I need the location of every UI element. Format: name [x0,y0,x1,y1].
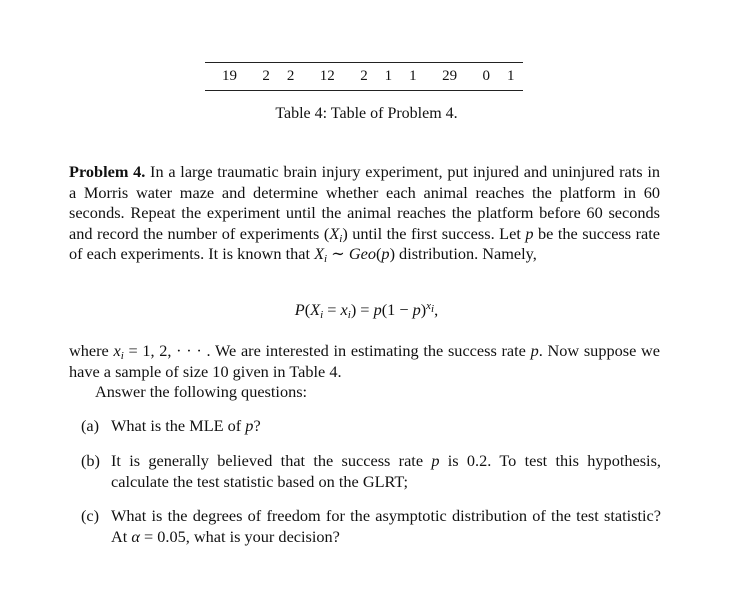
question-text [111,451,661,492]
math-var: p [373,300,382,319]
table-caption: Table 4: Table of Problem 4. [275,105,458,122]
math-subscript: i [120,350,124,362]
question-text-part: is 0.2. To test this hypothesis, calculate the test statistic based on the GLRT; [111,451,661,491]
math-var: X [310,300,321,319]
question-text-part: It is generally believed that the success rate [111,451,432,470]
question-text-part: What is the degrees of freedom for the asymptotic distribution of the test statistic? At [111,506,661,546]
para-text: . Now suppose we have a sample of size 10 given in Table 4. [69,341,660,381]
data-table [205,62,523,91]
math-var: P [294,300,305,319]
math-var: p [530,341,539,360]
problem-text: In a large traumatic brain injury experiment, put injured and uninjured rats in a Morris water maze and determine whether each animal reaches the platform in 60 seconds. Repeat the experiment until the animal reaches the platform before 60 seconds and record the number of experiments ( [69,162,660,243]
math-var: α [131,526,140,546]
math-var: p [412,300,421,319]
para-text: where [69,341,114,360]
problem-text: be the success rate of each experiments. It is known that [69,223,661,263]
math-var: p [431,451,440,470]
math-func: Geo [348,244,376,263]
table-cell: 1 [506,68,515,84]
question-text-part: = 0.05, what is your decision? [139,526,340,546]
question-label: (b) [81,451,100,470]
math-exponent: x [426,300,432,312]
table-cell: 12 [319,68,335,84]
math-var: X [329,223,340,243]
math-subscript: i [431,303,435,315]
question-label: (c) [81,506,100,525]
data-table-container [205,62,523,91]
table-cell: 2 [360,68,368,84]
para-text: = 1, 2, · · · . We are interested in estimating the success rate [123,341,531,360]
math-sym: ( [304,300,311,319]
math-sym: (1 − [381,300,413,319]
problem-text: ) until the first success. Let [342,223,526,243]
question-text [111,416,661,437]
question-label: (a) [81,416,100,435]
math-var: p [245,416,254,435]
answer-instruction: Answer the following questions: [95,382,308,401]
table-cell: 19 [221,68,237,84]
math-subscript: i [320,309,324,321]
math-subscript: i [324,253,328,265]
problem-text: ∼ [327,244,349,263]
math-var: x [113,341,121,360]
math-var: p [381,244,390,263]
problem-heading: Problem 4. [69,162,146,181]
table-cell: 2 [262,68,270,84]
problem-statement [69,162,660,265]
pmf-formula [0,300,733,320]
table-cell: 0 [482,68,490,84]
math-sym: ) [420,300,427,319]
math-sym: , [434,300,439,319]
math-var: X [314,244,325,263]
sample-paragraph [69,341,660,382]
math-subscript: i [347,309,351,321]
math-sym: = [323,300,341,319]
math-sym: ) = [350,300,374,319]
problem-text: ) distribution. Namely, [389,244,537,263]
table-cell: 29 [442,68,458,84]
question-text-part: ? [253,416,261,435]
math-var: x [340,300,348,319]
table-cell: 1 [384,68,393,84]
question-a [81,416,661,437]
question-text-part: What is the MLE of [111,416,246,435]
table-cell: 2 [286,68,295,84]
math-var: p [525,223,534,243]
table-cell: 1 [409,68,417,84]
problem-text: ( [376,244,382,263]
table-row [205,63,523,91]
question-b [81,451,661,492]
question-text [111,506,661,547]
question-c [81,506,661,547]
math-subscript: i [339,232,343,245]
